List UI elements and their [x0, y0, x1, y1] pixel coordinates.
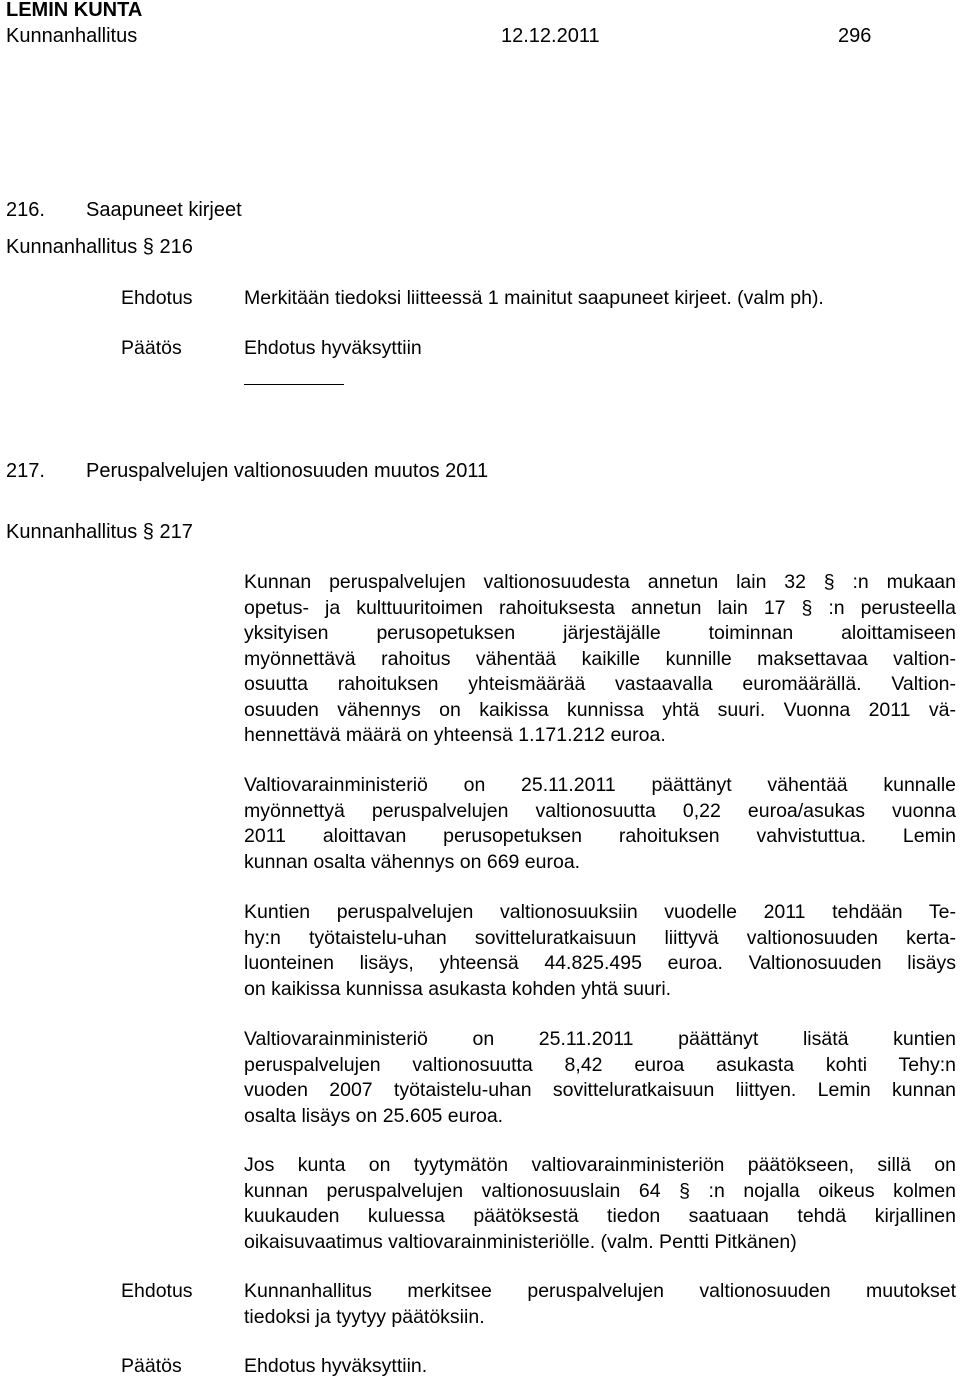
- paragraph-line: osalta lisäys on 25.605 euroa.: [244, 1104, 504, 1127]
- paragraph-line: tiedoksi ja tyytyy päätöksiin.: [244, 1305, 485, 1328]
- section-216-reference: Kunnanhallitus § 216: [6, 236, 193, 258]
- paragraph-line: Kuntien peruspalvelujen valtionosuuksiin vuodelle 2011 tehdään Te-: [244, 901, 956, 923]
- section-217-paragraph-2: [244, 773, 956, 875]
- paragraph-line: hennettävä määrä on yhteensä 1.171.212 euroa.: [244, 724, 666, 746]
- section-216-decision-text: Ehdotus hyväksyttiin: [244, 337, 422, 359]
- section-217-proposal-label: Ehdotus: [121, 1280, 193, 1302]
- paragraph-line: Kunnanhallitus merkitsee peruspalvelujen valtionosuuden muutokset: [244, 1280, 956, 1302]
- paragraph-line: 2011 aloittavan perusopetuksen rahoituksen vahvistuttua. Lemin: [244, 825, 956, 847]
- paragraph-line: osuuden vähennys on kaikissa kunnissa yhtä suuri. Vuonna 2011 vä-: [244, 698, 956, 721]
- paragraph-line: yksityisen perusopetuksen järjestäjälle toiminnan aloittamiseen: [244, 622, 956, 644]
- paragraph-line: opetus- ja kulttuuritoimen rahoituksesta annetun lain 17 § :n perusteella: [244, 596, 956, 619]
- header-date: 12.12.2011: [501, 25, 600, 47]
- signature-line: [244, 384, 344, 385]
- paragraph-line: myönnettävä rahoitus vähentää kaikille kunnille maksettavaa valtion-: [244, 647, 956, 670]
- section-216-number: 216.: [6, 199, 45, 221]
- section-217-number: 217.: [6, 460, 45, 482]
- organization-name: LEMIN KUNTA: [6, 0, 143, 21]
- section-216-decision-label: Päätös: [121, 337, 182, 359]
- paragraph-line: Valtiovarainministeriö on 25.11.2011 päättänyt lisätä kuntien: [244, 1028, 956, 1050]
- paragraph-line: Kunnan peruspalvelujen valtionosuudesta annetun lain 32 § :n mukaan: [244, 571, 956, 593]
- section-217-paragraph-5: [244, 1153, 956, 1255]
- paragraph-line: oikaisuvaatimus valtiovarainministeriölle. (valm. Pentti Pitkänen): [244, 1230, 797, 1253]
- header-page-number: 296: [838, 25, 872, 47]
- section-216-title: Saapuneet kirjeet: [86, 199, 242, 221]
- section-217-paragraph-1: [244, 570, 956, 749]
- paragraph-line: kunnan osalta vähennys on 669 euroa.: [244, 850, 581, 873]
- section-216-proposal-text: Merkitään tiedoksi liitteessä 1 mainitut saapuneet kirjeet. (valm ph).: [244, 287, 824, 309]
- paragraph-line: on kaikissa kunnissa asukasta kohden yhtä suuri.: [244, 977, 672, 1000]
- paragraph-line: Jos kunta on tyytymätön valtiovarainministeriön päätökseen, sillä on: [244, 1154, 956, 1176]
- section-217-proposal-text: [244, 1279, 956, 1330]
- paragraph-line: luonteinen lisäys, yhteensä 44.825.495 euroa. Valtionosuuden lisäys: [244, 952, 956, 974]
- section-216-proposal-label: Ehdotus: [121, 287, 193, 309]
- paragraph-line: Valtiovarainministeriö on 25.11.2011 päättänyt vähentää kunnalle: [244, 774, 956, 796]
- section-217-paragraph-4: [244, 1027, 956, 1129]
- paragraph-line: vuoden 2007 työtaistelu-uhan sovitteluratkaisuun liittyen. Lemin kunnan: [244, 1079, 956, 1101]
- header-body: Kunnanhallitus: [6, 25, 138, 47]
- section-217-decision-text: Ehdotus hyväksyttiin.: [244, 1355, 428, 1377]
- section-217-reference: Kunnanhallitus § 217: [6, 521, 193, 543]
- section-217-decision-label: Päätös: [121, 1355, 182, 1377]
- section-217-title: Peruspalvelujen valtionosuuden muutos 2011: [86, 460, 489, 482]
- paragraph-line: myönnettyä peruspalvelujen valtionosuutta 0,22 euroa/asukas vuonna: [244, 799, 956, 822]
- paragraph-line: peruspalvelujen valtionosuutta 8,42 euroa asukasta kohti Tehy:n: [244, 1053, 956, 1076]
- section-217-paragraph-3: [244, 900, 956, 1002]
- paragraph-line: kunnan peruspalvelujen valtionosuuslain 64 § :n nojalla oikeus kolmen: [244, 1179, 956, 1202]
- paragraph-line: hy:n työtaistelu-uhan sovitteluratkaisuun liittyvä valtionosuuden kerta-: [244, 926, 956, 949]
- paragraph-line: osuutta rahoituksen yhteismäärää vastaavalla euromäärällä. Valtion-: [244, 673, 956, 695]
- paragraph-line: kuukauden kuluessa päätöksestä tiedon saatuaan tehdä kirjallinen: [244, 1205, 956, 1227]
